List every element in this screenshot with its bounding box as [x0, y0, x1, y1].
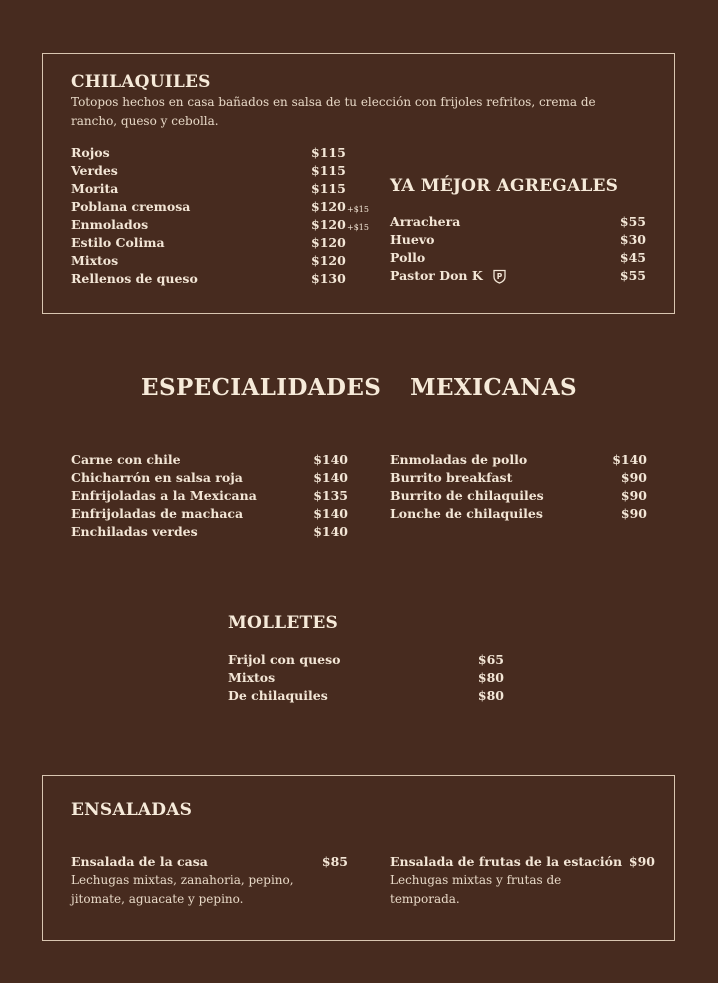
- list-item: [390, 451, 647, 469]
- list-item: [71, 198, 391, 216]
- item-price: $140: [313, 506, 348, 521]
- list-item: [71, 451, 348, 469]
- list-item: [71, 469, 348, 487]
- item-name: Chicharrón en salsa roja: [71, 470, 243, 485]
- item-name: Frijol con queso: [228, 652, 341, 667]
- item-price: $115: [311, 181, 346, 196]
- pastor-shield-icon: [493, 269, 506, 284]
- item-price: $120: [311, 235, 346, 250]
- item-description: [390, 871, 655, 909]
- item-price: $30: [619, 232, 646, 247]
- item-price: $140: [313, 470, 348, 485]
- chilaquiles-description-line2: rancho, queso y cebolla.: [71, 114, 219, 128]
- item-price: $80: [477, 688, 504, 703]
- list-item: [71, 270, 391, 288]
- item-description: [71, 871, 348, 909]
- item-price: $90: [620, 470, 647, 485]
- chilaquiles-description: [71, 93, 611, 131]
- item-name: Verdes: [71, 163, 118, 178]
- list-item: [71, 487, 348, 505]
- list-item: [71, 180, 391, 198]
- item-price: $140: [313, 524, 348, 539]
- item-name: Ensalada de frutas de la estación: [390, 854, 623, 869]
- item-description-line2: temporada.: [390, 892, 460, 906]
- molletes-list: [228, 651, 504, 705]
- item-name: Enchiladas verdes: [71, 524, 198, 539]
- item-name: Ensalada de la casa: [71, 854, 208, 869]
- item-price: $45: [619, 250, 646, 265]
- list-item: [390, 487, 647, 505]
- item-name: Burrito breakfast: [390, 470, 513, 485]
- list-item: [390, 231, 648, 249]
- item-price: $65: [477, 652, 504, 667]
- item-price: $55: [619, 214, 646, 229]
- agregales-list: [390, 213, 648, 285]
- chilaquiles-description-line1: Totopos hechos en casa bañados en salsa de tu elección con frijoles refritos, crema de: [71, 95, 596, 109]
- item-price: $120: [311, 253, 346, 268]
- list-item: [390, 505, 647, 523]
- item-price: $55: [619, 268, 646, 283]
- item-name: Enfrijoladas de machaca: [71, 506, 244, 521]
- item-name: [390, 267, 506, 285]
- item-price: $115: [311, 163, 346, 178]
- item-description-line1: Lechugas mixtas y frutas de: [390, 873, 562, 887]
- item-name: Morita: [71, 181, 119, 196]
- list-item: [71, 234, 391, 252]
- list-item: [228, 687, 504, 705]
- item-name: Arrachera: [390, 214, 461, 229]
- item-price: $140: [313, 452, 348, 467]
- list-item: [71, 523, 348, 541]
- item-price: $90: [628, 854, 655, 869]
- ensaladas-title: ENSALADAS: [71, 800, 193, 820]
- item-name: De chilaquiles: [228, 688, 328, 703]
- list-item: [71, 853, 348, 871]
- list-item: [390, 249, 648, 267]
- list-item: [390, 267, 648, 285]
- item-price: $135: [313, 488, 348, 503]
- item-name-text: Pastor Don K: [390, 268, 483, 283]
- item-name: Rojos: [71, 145, 110, 160]
- list-item: [228, 669, 504, 687]
- item-name: Enfrijoladas a la Mexicana: [71, 488, 257, 503]
- list-item: [71, 144, 391, 162]
- badge-letter: P: [496, 272, 502, 281]
- item-name: Carne con chile: [71, 452, 181, 467]
- list-item: [390, 469, 647, 487]
- chilaquiles-title: CHILAQUILES: [71, 72, 211, 92]
- item-description-line1: Lechugas mixtas, zanahoria, pepino,: [71, 873, 294, 887]
- molletes-title: MOLLETES: [228, 613, 338, 633]
- item-price: $80: [477, 670, 504, 685]
- item-price: $140: [612, 452, 647, 467]
- item-name: Lonche de chilaquiles: [390, 506, 543, 521]
- list-item: [71, 252, 391, 270]
- item-price: $115: [311, 145, 346, 160]
- item-extra: +$15: [347, 205, 369, 214]
- especialidades-left-list: [71, 451, 348, 541]
- item-name: Huevo: [390, 232, 435, 247]
- item-extra: +$15: [347, 223, 369, 232]
- ensalada-casa: [71, 853, 348, 909]
- especialidades-right-list: [390, 451, 647, 523]
- item-name: Rellenos de queso: [71, 271, 198, 286]
- item-name: Enmolados: [71, 217, 149, 232]
- ensalada-frutas: [390, 853, 655, 909]
- item-name: Poblana cremosa: [71, 199, 191, 214]
- item-price: $120: [311, 199, 346, 214]
- list-item: [390, 213, 648, 231]
- item-name: Estilo Colima: [71, 235, 165, 250]
- especialidades-title: ESPECIALIDADES MEXICANAS: [141, 374, 577, 401]
- item-name: Burrito de chilaquiles: [390, 488, 544, 503]
- list-item: [71, 505, 348, 523]
- list-item: [71, 162, 391, 180]
- item-name: Mixtos: [71, 253, 119, 268]
- item-price: $120: [311, 217, 346, 232]
- list-item: [71, 216, 391, 234]
- agregales-title: YA MÉJOR AGREGALES: [390, 176, 619, 196]
- item-price: $90: [620, 506, 647, 521]
- item-name: Enmoladas de pollo: [390, 452, 528, 467]
- item-description-line2: jitomate, aguacate y pepino.: [71, 892, 244, 906]
- chilaquiles-list: [71, 144, 391, 288]
- item-price: $90: [620, 488, 647, 503]
- item-name: Pollo: [390, 250, 426, 265]
- list-item: [228, 651, 504, 669]
- list-item: [390, 853, 655, 871]
- item-price: $85: [321, 854, 348, 869]
- item-name: Mixtos: [228, 670, 276, 685]
- item-price: $130: [311, 271, 346, 286]
